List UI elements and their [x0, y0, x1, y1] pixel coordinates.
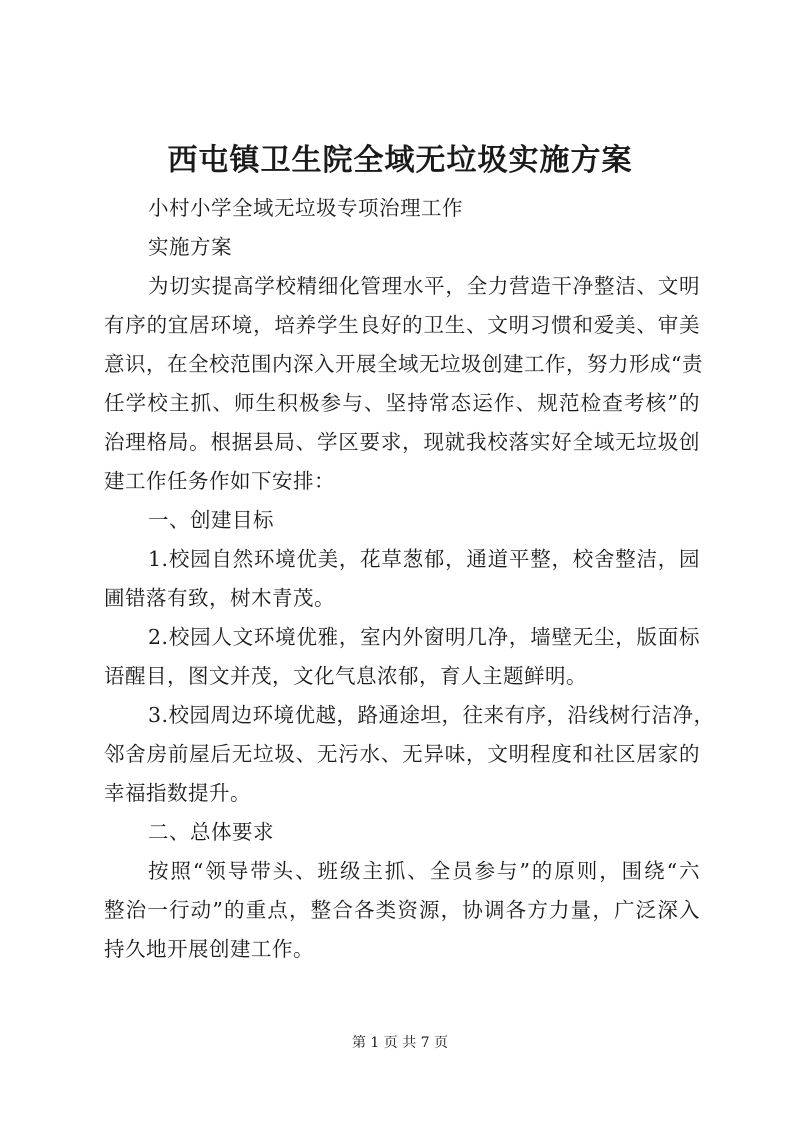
subtitle-line: 小村小学全域无垃圾专项治理工作: [148, 196, 463, 220]
body-text-line: 按照“领导带头、班级主抓、全员参与”的原则，围绕“六: [148, 859, 700, 883]
section-heading: 一、创建目标: [148, 508, 274, 532]
section-heading: 二、总体要求: [148, 820, 274, 844]
body-text-line: 2.校园人文环境优雅，室内外窗明几净，墙壁无尘，版面标: [148, 625, 700, 649]
body-text-line: 语醒目，图文并茂，文化气息浓郁，育人主题鲜明。: [104, 664, 587, 688]
body-text-line: 持久地开展创建工作。: [104, 937, 314, 961]
body-text-line: 圃错落有致，树木青茂。: [104, 586, 335, 610]
body-text-line: 意识，在全校范围内深入开展全域无垃圾创建工作，努力形成“责: [104, 352, 703, 376]
body-text-line: 1.校园自然环境优美，花草葱郁，通道平整，校舍整洁，园: [148, 547, 700, 571]
body-text-line: 幸福指数提升。: [104, 781, 251, 805]
body-text-line: 为切实提高学校精细化管理水平，全力营造干净整洁、文明: [148, 274, 700, 298]
body-text-line: 治理格局。根据县局、学区要求，现就我校落实好全域无垃圾创: [104, 430, 700, 454]
subtitle-line: 实施方案: [148, 235, 232, 259]
body-text-line: 3.校园周边环境优越，路通途坦，往来有序，沿线树行洁净，: [148, 703, 715, 727]
body-text-line: 任学校主抓、师生积极参与、坚持常态运作、规范检查考核”的: [104, 391, 700, 415]
body-text-line: 邻舍房前屋后无垃圾、无污水、无异味，文明程度和社区居家的: [104, 742, 700, 766]
body-text-line: 整治一行动”的重点，整合各类资源，协调各方力量，广泛深入: [104, 898, 700, 922]
page-footer: 第 1 页 共 7 页: [351, 1035, 449, 1051]
document-title: 西屯镇卫生院全域无垃圾实施方案: [167, 143, 633, 178]
body-text-line: 有序的宜居环境，培养学生良好的卫生、文明习惯和爱美、审美: [104, 313, 700, 337]
body-text-line: 建工作任务作如下安排：: [104, 469, 335, 493]
